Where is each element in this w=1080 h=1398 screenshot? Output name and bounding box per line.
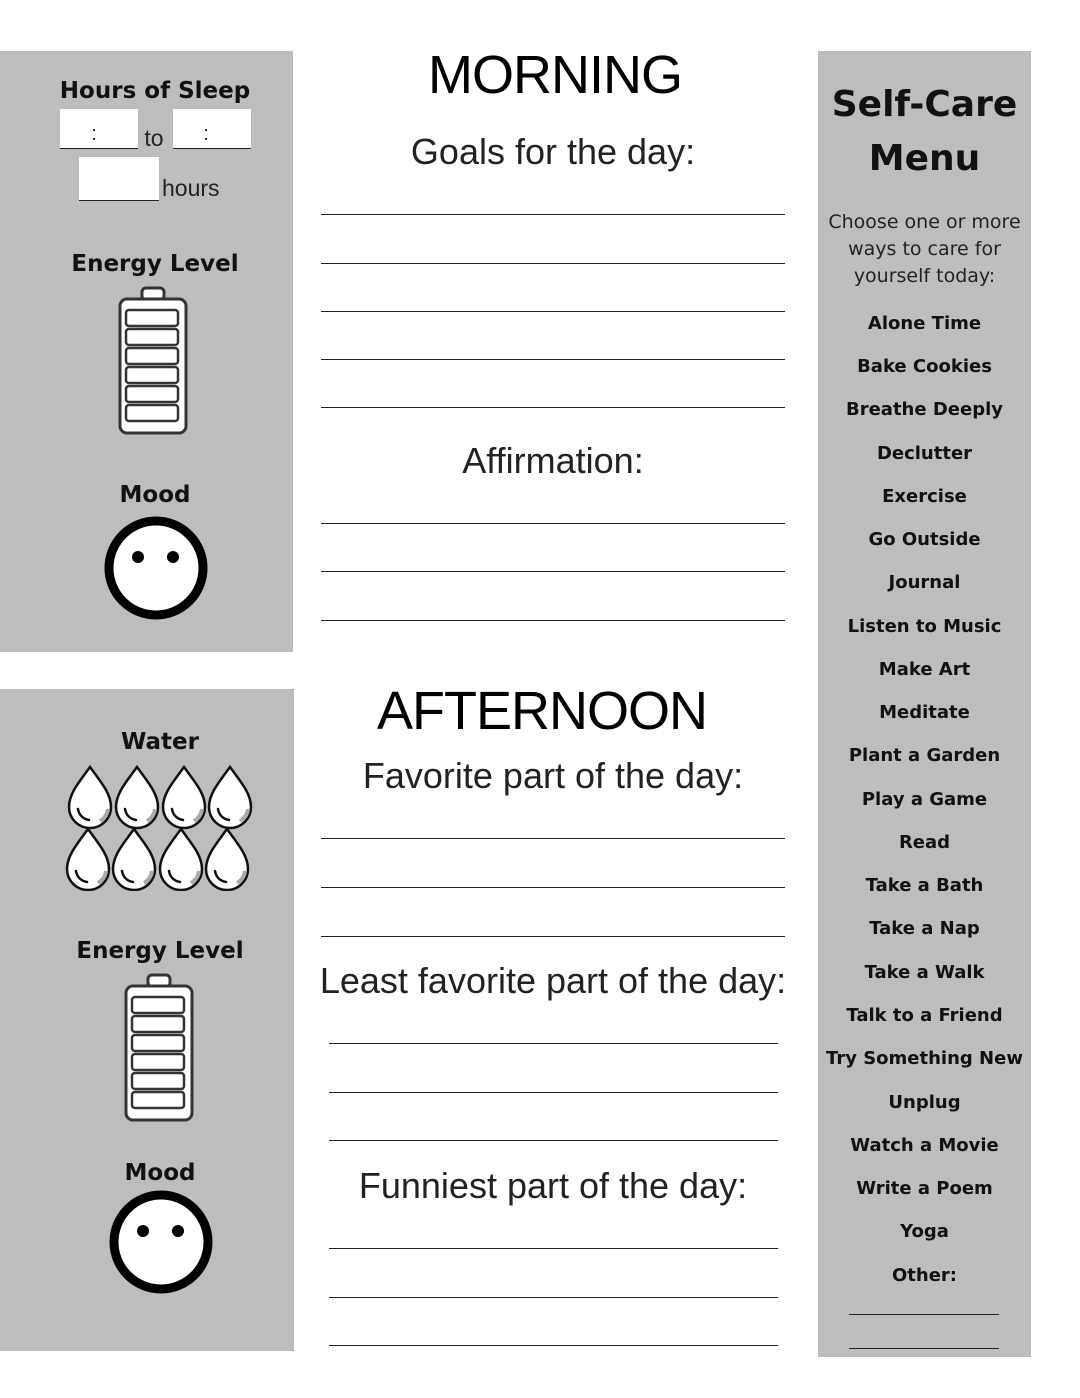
menu-title-line-1: Self-Care: [831, 84, 1018, 125]
goals-line-3[interactable]: [321, 311, 785, 312]
afternoon-title: AFTERNOON: [376, 681, 707, 741]
menu-other-line-2[interactable]: [849, 1348, 999, 1349]
water-drop-icon: [209, 767, 251, 828]
menu-item-exercise[interactable]: Exercise: [882, 486, 967, 507]
menu-item-alone-time[interactable]: Alone Time: [867, 313, 982, 334]
least-line-1[interactable]: [329, 1043, 778, 1044]
menu-item-play-a-game[interactable]: Play a Game: [861, 789, 988, 810]
hours-field[interactable]: [79, 157, 159, 201]
goals-line-1[interactable]: [321, 214, 785, 215]
menu-item-breathe-deeply[interactable]: Breathe Deeply: [846, 399, 1003, 420]
menu-item-make-art[interactable]: Make Art: [878, 659, 971, 680]
goals-line-2[interactable]: [321, 263, 785, 264]
water-drop-icon: [160, 829, 202, 890]
left-top-panel: [0, 51, 293, 652]
favorite-line-2[interactable]: [321, 887, 785, 888]
water-drop-icon: [163, 767, 205, 828]
menu-item-meditate[interactable]: Meditate: [879, 702, 970, 723]
funniest-line-1[interactable]: [329, 1248, 778, 1249]
funniest-line-3[interactable]: [329, 1345, 778, 1346]
menu-item-go-outside[interactable]: Go Outside: [868, 529, 981, 550]
goals-label: Goals for the day:: [410, 131, 696, 172]
sleep-label: Hours of Sleep: [59, 78, 251, 104]
water-drop-icon: [67, 829, 109, 890]
affirmation-line-1[interactable]: [321, 523, 785, 524]
energy-level-label-pm: Energy Level: [76, 938, 244, 964]
mood-label-pm: Mood: [124, 1160, 196, 1186]
menu-item-journal[interactable]: Journal: [888, 572, 961, 593]
water-drop-icon: [113, 829, 155, 890]
hours-label: hours: [162, 175, 220, 201]
menu-item-unplug[interactable]: Unplug: [888, 1092, 961, 1113]
menu-item-take-a-walk[interactable]: Take a Walk: [864, 962, 985, 983]
menu-item-write-a-poem[interactable]: Write a Poem: [856, 1178, 993, 1199]
hours-line: [79, 200, 159, 201]
menu-item-take-a-bath[interactable]: Take a Bath: [865, 875, 984, 896]
menu-item-yoga[interactable]: Yoga: [900, 1221, 949, 1242]
battery-icon: [116, 971, 202, 1123]
left-bottom-panel: [0, 689, 294, 1351]
menu-item-plant-a-garden[interactable]: Plant a Garden: [848, 745, 1001, 766]
favorite-line-1[interactable]: [321, 838, 785, 839]
mood-label: Mood: [119, 482, 191, 508]
menu-item-bake-cookies[interactable]: Bake Cookies: [857, 356, 992, 377]
menu-intro-line-1: Choose one or more: [828, 211, 1021, 233]
goals-line-5[interactable]: [321, 407, 785, 408]
least-line-3[interactable]: [329, 1140, 778, 1141]
menu-item-declutter[interactable]: Declutter: [876, 443, 973, 464]
menu-intro-line-3: yourself today:: [853, 265, 996, 287]
favorite-label: Favorite part of the day:: [362, 755, 744, 796]
funniest-label: Funniest part of the day:: [358, 1165, 748, 1206]
affirmation-line-3[interactable]: [321, 620, 785, 621]
menu-item-take-a-nap[interactable]: Take a Nap: [869, 918, 980, 939]
water-drop-icon: [206, 829, 248, 890]
favorite-line-3[interactable]: [321, 936, 785, 937]
battery-icon: [110, 284, 196, 436]
sleep-start-sep: :: [91, 123, 97, 145]
menu-item-try-something-new[interactable]: Try Something New: [826, 1048, 1023, 1069]
menu-item-listen-to-music[interactable]: Listen to Music: [847, 616, 1002, 637]
energy-level-label: Energy Level: [71, 251, 239, 277]
sleep-end-sep: :: [203, 123, 209, 145]
menu-item-read[interactable]: Read: [898, 832, 951, 853]
sleep-to-label: to: [144, 125, 164, 151]
goals-line-4[interactable]: [321, 359, 785, 360]
menu-item-watch-a-movie[interactable]: Watch a Movie: [850, 1135, 999, 1156]
least-favorite-label: Least favorite part of the day:: [319, 960, 787, 1001]
water-drops: [64, 765, 256, 891]
water-label: Water: [120, 729, 199, 755]
menu-other-line-1[interactable]: [849, 1314, 999, 1315]
sleep-end-line: [173, 148, 251, 149]
neutral-face-icon: [108, 1189, 214, 1295]
affirmation-label: Affirmation:: [462, 440, 644, 481]
sleep-start-line: [60, 148, 138, 149]
morning-title: MORNING: [428, 45, 682, 105]
neutral-face-icon: [103, 515, 209, 621]
funniest-line-2[interactable]: [329, 1297, 778, 1298]
menu-title-line-2: Menu: [868, 138, 981, 179]
least-line-2[interactable]: [329, 1092, 778, 1093]
affirmation-line-2[interactable]: [321, 571, 785, 572]
water-drop-icon: [69, 767, 111, 828]
menu-item-talk-to-a-friend[interactable]: Talk to a Friend: [846, 1005, 1003, 1026]
menu-intro-line-2: ways to care for: [848, 238, 1001, 260]
menu-item-other[interactable]: Other:: [891, 1265, 957, 1286]
water-drop-icon: [116, 767, 158, 828]
